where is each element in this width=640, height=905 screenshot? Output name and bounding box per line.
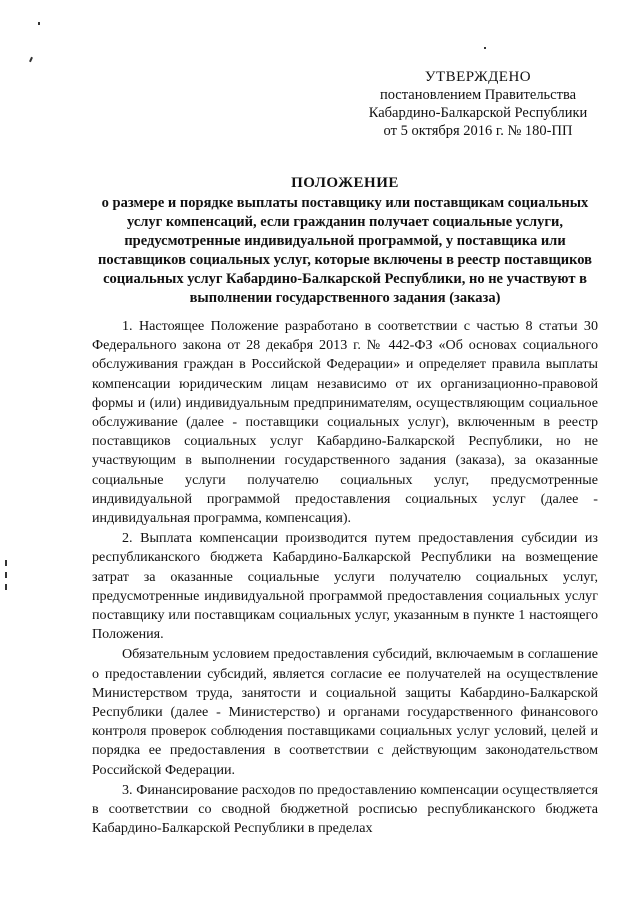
approval-line-2: Кабардино-Балкарской Республики <box>368 105 588 121</box>
scan-mark-top <box>38 22 40 25</box>
approval-block <box>343 68 613 140</box>
paragraph-1: 1. Настоящее Положение разработано в соответствии с частью 8 статьи 30 Федерального закона от 28 декабря 2013 г. № 442-ФЗ «Об основах социального обслуживания граждан в Российской Федерации» и определяет правила выплаты компенсации юридическим лицам независимо от их организационно-правовой формы и (или) индивидуальным предпринимателям, осуществляющим социальное обслуживание (далее - поставщики социальных услуг), включенным в реестр поставщиков социальных услуг Кабардино-Балкарской Республики, но не участвующим в выполнении государственного задания (заказа), за оказанные социальные услуги получателю социальных услуг, предусмотренные индивидуальной программой предоставления социальных услуг (далее - индивидуальная программа, компенсация). <box>92 318 598 527</box>
document-body <box>92 317 598 839</box>
scan-mark-right <box>484 47 486 49</box>
approval-heading: УТВЕРЖДЕНО <box>424 69 532 85</box>
title-main: ПОЛОЖЕНИЕ <box>291 175 399 191</box>
paragraph-3: 3. Финансирование расходов по предоставлению компенсации осуществляется в соответствии со сводной бюджетной росписью республиканского бюджета Кабардино-Балкарской Республики в пределах <box>92 781 598 837</box>
document-title <box>90 174 600 308</box>
approval-line-1: постановлением Правительства <box>379 87 577 103</box>
scan-mark-margin-2 <box>5 572 7 578</box>
title-subtitle: о размере и порядке выплаты поставщику или поставщикам социальных услуг компенсаций, если гражданин получает социальные услуги, предусмотренные индивидуальной программой, у поставщика или поставщиков социальных услуг, которые включены в реестр поставщиков социальных услуг Кабардино-Балкарской Республики, но не участвуют в выполнении государственного задания (заказа) <box>98 195 592 306</box>
scan-mark-left <box>29 57 33 62</box>
paragraph-2: 2. Выплата компенсации производится путем предоставления субсидии из республиканского бюджета Кабардино-Балкарской Республики на возмещение затрат за оказанные социальные услуги получателю социальных услуг, предусмотренные индивидуальной программой предоставления социальных услуг поставщику или поставщикам социальных услуг, указанным в пункте 1 настоящего Положения. <box>92 530 598 643</box>
scan-mark-margin-3 <box>5 584 7 590</box>
paragraph-2-condition: Обязательным условием предоставления субсидий, включаемым в соглашение о предоставлении субсидий, является согласие ее получателей на осуществление Министерством труда, занятости и социальной защиты Кабардино-Балкарской Республики (далее - Министерство) и органами государственного финансового контроля проверок соблюдения поставщиками социальных услуг условий, целей и порядка ее предоставления в соответствии с действующим законодательством Российской Федерации. <box>92 646 598 778</box>
scan-mark-margin-1 <box>5 560 7 566</box>
approval-line-3: от 5 октября 2016 г. № 180-ПП <box>383 123 573 139</box>
